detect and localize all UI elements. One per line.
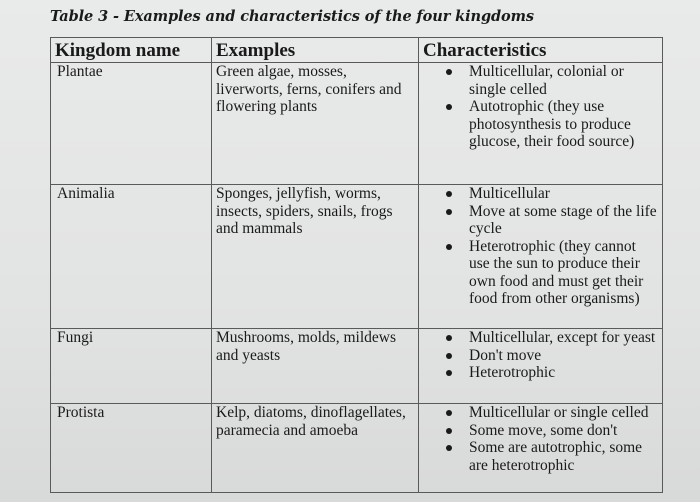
table-row-plantae: [51, 63, 663, 185]
characteristics-list: [423, 329, 658, 382]
characteristic-item: Autotrophic (they use photosynthesis to produce glucose, their food source): [423, 98, 658, 151]
characteristics-list: [423, 404, 658, 474]
characteristics-list: [423, 185, 658, 308]
examples-cell: Sponges, jellyfish, worms, insects, spiders, snails, frogs and mammals: [212, 185, 419, 329]
header-examples: Examples: [212, 38, 419, 63]
characteristic-item: Multicellular, except for yeast: [423, 329, 658, 347]
table-caption: Table 3 - Examples and characteristics of the four kingdoms: [50, 8, 534, 25]
characteristic-item: Multicellular: [423, 185, 658, 203]
characteristic-item: Heterotrophic (they cannot use the sun to produce their own food and must get their food from other organisms): [423, 238, 658, 308]
characteristic-item: Move at some stage of the life cycle: [423, 203, 658, 238]
kingdoms-table-wrapper: [50, 37, 662, 493]
kingdoms-table: [50, 37, 663, 493]
kingdom-name-cell: Fungi: [51, 329, 212, 404]
kingdom-name-cell: Plantae: [51, 63, 212, 185]
kingdom-name-cell: Protista: [51, 404, 212, 493]
header-kingdom-name: Kingdom name: [51, 38, 212, 63]
examples-cell: Mushrooms, molds, mildews and yeasts: [212, 329, 419, 404]
examples-cell: Green algae, mosses, liverworts, ferns, conifers and flowering plants: [212, 63, 419, 185]
characteristics-cell: [419, 185, 663, 329]
characteristics-cell: [419, 63, 663, 185]
characteristic-item: Multicellular or single celled: [423, 404, 658, 422]
kingdom-name-cell: Animalia: [51, 185, 212, 329]
characteristic-item: Some move, some don't: [423, 422, 658, 440]
characteristics-cell: [419, 329, 663, 404]
table-row-fungi: [51, 329, 663, 404]
header-characteristics: Characteristics: [419, 38, 663, 63]
characteristic-item: Multicellular, colonial or single celled: [423, 63, 658, 98]
table-row-protista: [51, 404, 663, 493]
table-row-animalia: [51, 185, 663, 329]
characteristic-item: Heterotrophic: [423, 364, 658, 382]
header-row: [51, 38, 663, 63]
examples-cell: Kelp, diatoms, dinoflagellates, paramecia and amoeba: [212, 404, 419, 493]
characteristic-item: Don't move: [423, 347, 658, 365]
characteristics-cell: [419, 404, 663, 493]
characteristic-item: Some are autotrophic, some are heterotrophic: [423, 439, 658, 474]
characteristics-list: [423, 63, 658, 151]
